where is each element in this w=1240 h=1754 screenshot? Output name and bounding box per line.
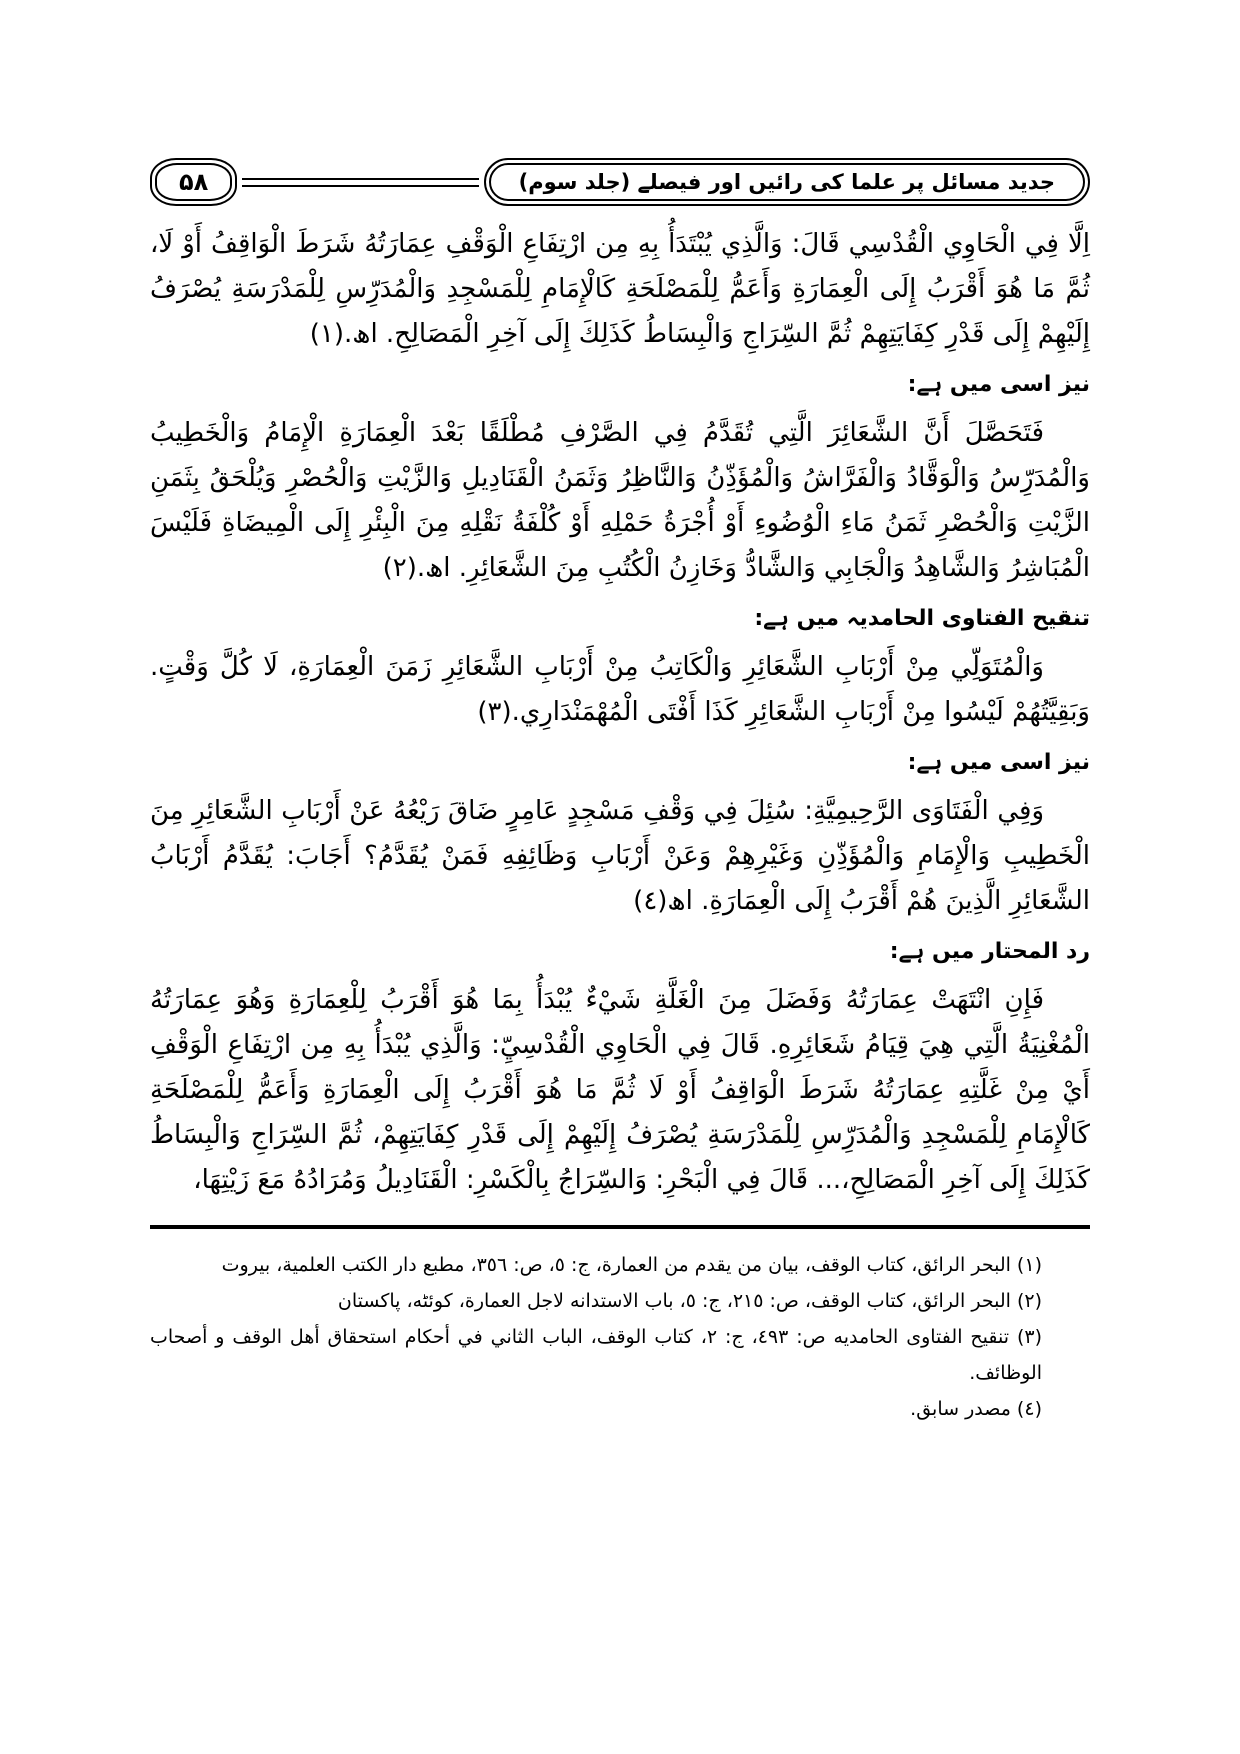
title-cartouche (484, 158, 1090, 206)
urdu-heading-3: نیز اسی میں ہے: (907, 750, 1090, 775)
page-header (150, 158, 1090, 206)
page-body (150, 222, 1090, 1203)
page-number: ۵۸ (155, 163, 232, 201)
page-number-cartouche (150, 158, 237, 206)
urdu-heading-4: رد المحتار میں ہے: (889, 939, 1090, 964)
header-double-rule (242, 178, 478, 187)
footnote-1: (١) البحر الرائق، كتاب الوقف، بيان من يقدم من العمارة، ج: ٥، ص: ٣٥٦، مطبع دار الكتب العلمية، بيروت (221, 1254, 1042, 1276)
footnote-4: (٤) مصدر سابق. (910, 1398, 1042, 1420)
arabic-paragraph-2: فَتَحَصَّلَ أَنَّ الشَّعَائِرَ الَّتِي تُقَدَّمُ فِي الصَّرْفِ مُطْلَقًا بَعْدَ الْعِمَارَةِ الْإِمَامُ وَالْخَطِيبُ وَالْمُدَرِّسُ وَالْوَقَّادُ وَالْفَرَّاشُ وَالْمُؤَذِّنُ وَالنَّاظِرُ وَثَمَنُ الْقَنَادِيلِ وَالزَّيْتِ وَالْحُصْرِ وَيُلْحَقُ بِثَمَنِ الزَّيْتِ وَالْحُصْرِ ثَمَنُ مَاءِ الْوُضُوءِ أَوْ أُجْرَةُ حَمْلِهِ أَوْ كُلْفَةُ نَقْلِهِ مِنَ الْبِئْرِ إِلَى الْمِيضَاةِ فَلَيْسَ الْمُبَاشِرُ وَالشَّاهِدُ وَالْجَابِي وَالشَّادُّ وَخَازِنُ الْكُتُبِ مِنَ الشَّعَائِرِ. اھ.(٢) (150, 418, 1090, 583)
arabic-paragraph-5: فَإِنِ انْتَهَتْ عِمَارَتُهُ وَفَضَلَ مِنَ الْغَلَّةِ شَيْءٌ يُبْدَأُ بِمَا هُوَ أَقْرَبُ لِلْعِمَارَةِ وَهُوَ عِمَارَتُهُ الْمُغْنِيَةُ الَّتِي هِيَ قِيَامُ شَعَائِرِهِ. قَالَ فِي الْحَاوِي الْقُدْسِيِّ: وَالَّذِي يُبْدَأُ بِهِ مِن ارْتِفَاعِ الْوَقْفِ أَيْ مِنْ غَلَّتِهِ عِمَارَتُهُ شَرَطَ الْوَاقِفُ أَوْ لَا ثُمَّ مَا هُوَ أَقْرَبُ إِلَى الْعِمَارَةِ وَأَعَمُّ لِلْمَصْلَحَةِ كَالْإِمَامِ لِلْمَسْجِدِ وَالْمُدَرِّسِ لِلْمَدْرَسَةِ يُصْرَفُ إِلَيْهِمْ إِلَى قَدْرِ كِفَايَتِهِمْ، ثُمَّ السِّرَاجِ وَالْبِسَاطُ كَذَلِكَ إِلَى آخِرِ الْمَصَالِحِ،... قَالَ فِي الْبَحْرِ: وَالسِّرَاجُ بِالْكَسْرِ: الْقَنَادِيلُ وَمُرَادُهُ مَعَ زَيْتِهَا، (150, 985, 1090, 1195)
urdu-heading-2: تنقیح الفتاوی الحامدیہ میں ہے: (754, 606, 1090, 631)
arabic-paragraph-1: اِلَّا فِي الْحَاوِي الْقُدْسِي قَالَ: وَالَّذِي يُبْتَدَأُ بِهِ مِن ارْتِفَاعِ الْوَقْفِ عِمَارَتُهُ شَرَطَ الْوَاقِفُ أَوْ لَا، ثُمَّ مَا هُوَ أَقْرَبُ إِلَى الْعِمَارَةِ وَأَعَمُّ لِلْمَصْلَحَةِ كَالْإِمَامِ لِلْمَسْجِدِ وَالْمُدَرِّسِ لِلْمَدْرَسَةِ يُصْرَفُ إِلَيْهِمْ إِلَى قَدْرِ كِفَايَتِهِمْ ثُمَّ السِّرَاجِ وَالْبِسَاطُ كَذَلِكَ إِلَى آخِرِ الْمَصَالِحِ. اھ.(١) (150, 229, 1090, 349)
footnotes-section (150, 1229, 1090, 1427)
book-title: جدید مسائل پر علما کی رائیں اور فیصلے (جلد سوم) (489, 163, 1085, 201)
footnote-3: (٣) تنقيح الفتاوى الحامديه ص: ٤٩٣، ج: ٢، كتاب الوقف، الباب الثاني في أحكام استحقاق أهل الوقف و أصحاب الوظائف. (150, 1326, 1042, 1384)
urdu-heading-1: نیز اسی میں ہے: (907, 372, 1090, 397)
arabic-paragraph-4: وَفِي الْفَتَاوَى الرَّحِيمِيَّةِ: سُئِلَ فِي وَقْفِ مَسْجِدٍ عَامِرٍ ضَاقَ رَيْعُهُ عَنْ أَرْبَابِ الشَّعَائِرِ مِنَ الْخَطِيبِ وَالْإِمَامِ وَالْمُؤَذِّنِ وَغَيْرِهِمْ وَعَنْ أَرْبَابِ وَظَائِفِهِ فَمَنْ يُقَدَّمُ؟ أَجَابَ: يُقَدَّمُ أَرْبَابُ الشَّعَائِرِ الَّذِينَ هُمْ أَقْرَبُ إِلَى الْعِمَارَةِ. اھ(٤) (150, 796, 1090, 916)
arabic-paragraph-3: وَالْمُتَوَلِّي مِنْ أَرْبَابِ الشَّعَائِرِ وَالْكَاتِبُ مِنْ أَرْبَابِ الشَّعَائِرِ زَمَنَ الْعِمَارَةِ، لَا كُلَّ وَقْتٍ. وَبَقِيَّتُهُمْ لَيْسُوا مِنْ أَرْبَابِ الشَّعَائِرِ كَذَا أَفْتَى الْمُهْمَنْدَارِي.(٣) (150, 652, 1090, 727)
footnote-2: (٢) البحر الرائق، كتاب الوقف، ص: ٢١٥، ج: ٥، باب الاستدانه لاجل العمارة، كوئٹه، پاکستان (337, 1290, 1042, 1312)
